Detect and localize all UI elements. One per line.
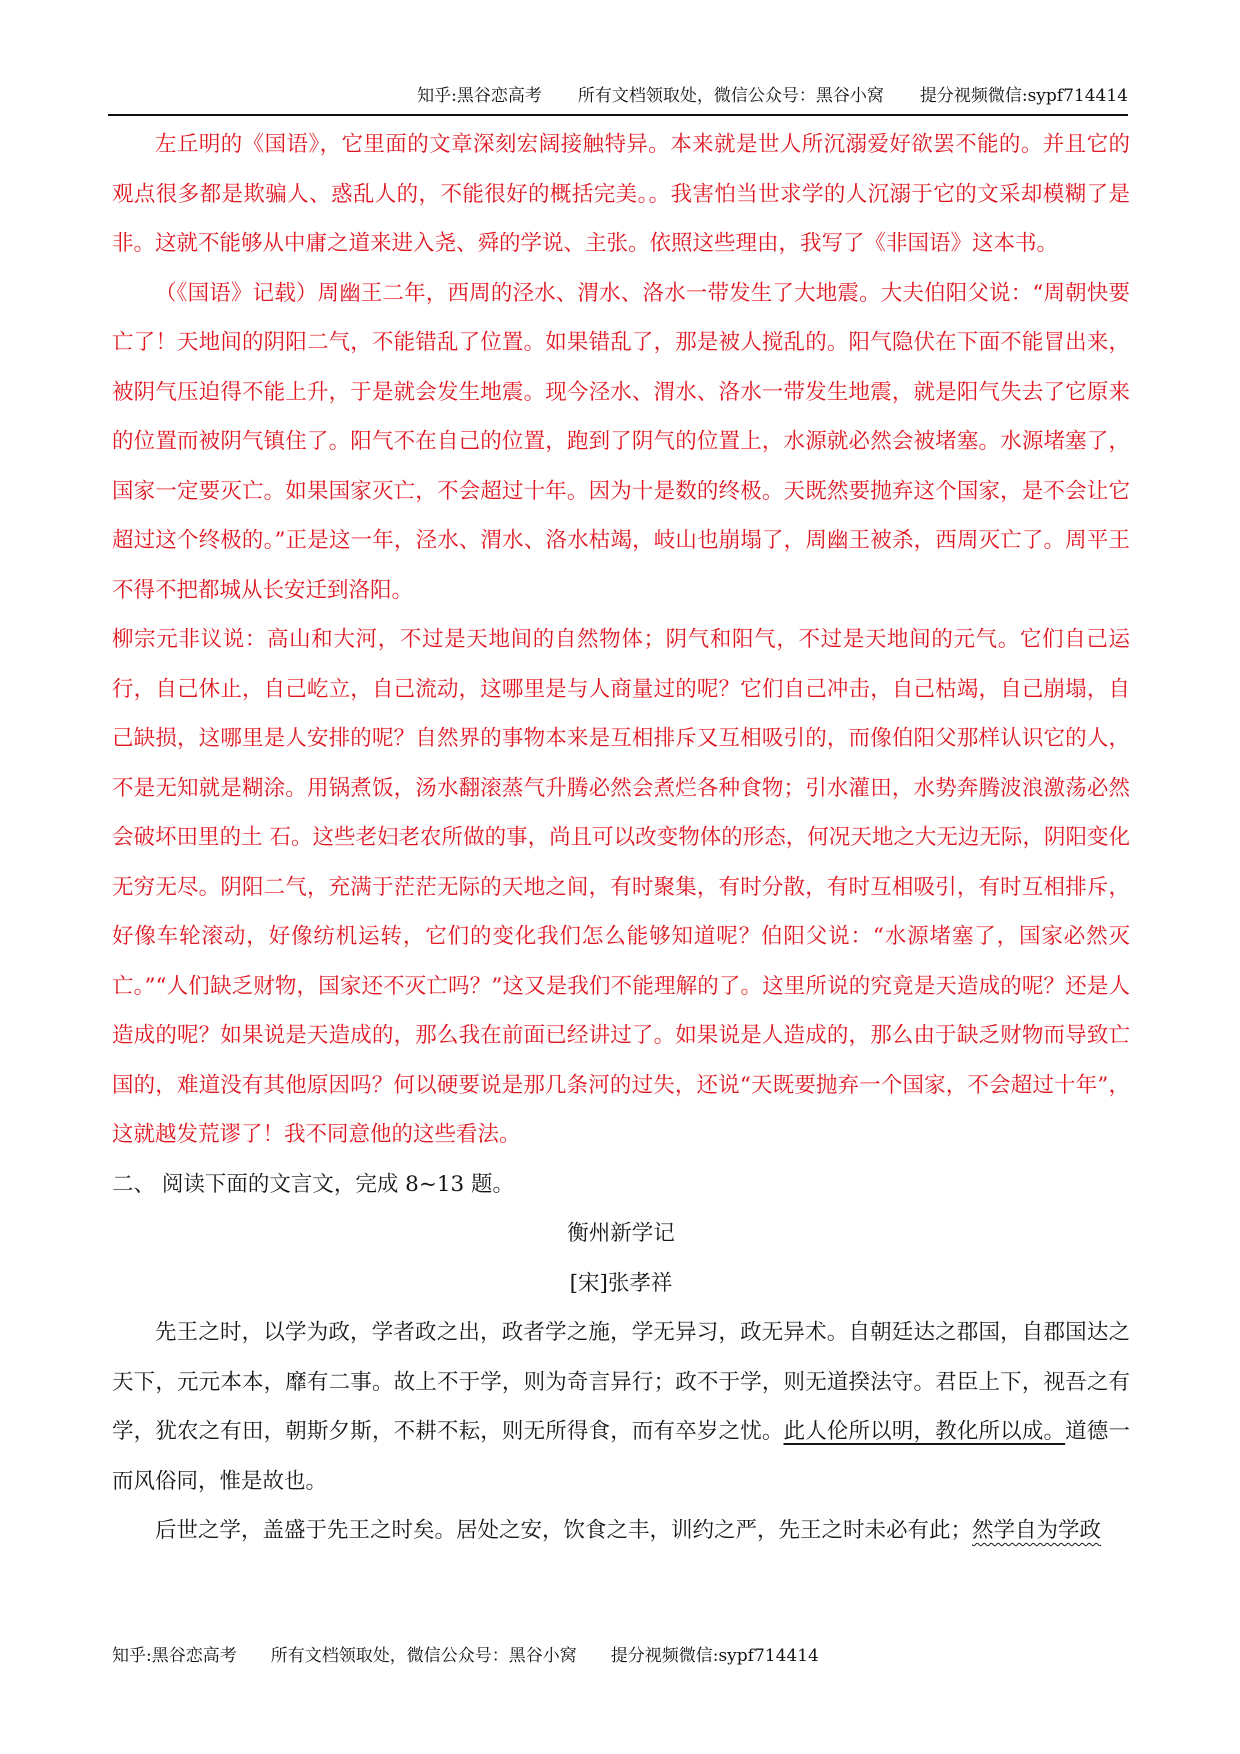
- page-footer: [112, 1644, 853, 1668]
- footer-wechat-public: 所有文档领取处，微信公众号：黑谷小窝: [270, 1646, 577, 1666]
- passage-p1-text: 先王之时，以学为政，学者政之出，政者学之施，学无异习，政无异术。自朝廷达之郡国，自郡国达之天下，元元本本，靡有二事。故上不于学，则为奇言异行；政不于学，则无道揆法守。君臣上下，视吾之有学，犹农之有田，朝斯夕斯，不耕不耘，则无所得食，而有卒岁之忧。: [112, 1320, 1130, 1444]
- passage-p2-text: 后世之学，盖盛于先王之时矣。居处之安，饮食之丰，训约之严，先王之时未必有此；: [155, 1518, 973, 1543]
- passage-title: 衡州新学记: [567, 1221, 675, 1246]
- page-header: [108, 84, 1128, 108]
- underlined-sentence: 此人伦所以明，教化所以成。: [783, 1419, 1066, 1444]
- header-zhihu: 知乎:黑谷恋高考: [417, 86, 542, 106]
- passage-author: [宋]张孝祥: [569, 1270, 673, 1296]
- passage-paragraph-1: [112, 1308, 1130, 1506]
- footer-zhihu: 知乎:黑谷恋高考: [112, 1646, 237, 1666]
- translation-paragraph-1: 左丘明的《国语》，它里面的文章深刻宏阔接触特异。本来就是世人所沉溺爱好欲罢不能的。并且它的观点很多都是欺骗人、惑乱人的，不能很好的概括完美。。我害怕当世求学的人沉溺于它的文采却模糊了是非。这就不能够从中庸之道来进入尧、舜的学说、主张。依照这些理由，我写了《非国语》这本书。: [112, 132, 1130, 256]
- footer-video-wechat: 提分视频微信:sypf714414: [610, 1646, 819, 1666]
- passage-p1-tail: 道德一而风俗同，惟是故也。: [112, 1419, 1130, 1494]
- document-body: [112, 120, 1130, 1556]
- header-wechat-public: 所有文档领取处，微信公众号：黑谷小窝: [577, 86, 884, 106]
- section-two-instruction: 二、 阅读下面的文言文，完成 8~13 题。: [112, 1171, 515, 1197]
- translation-paragraph-3: 柳宗元非议说：高山和大河，不过是天地间的自然物体；阴气和阳气，不过是天地间的元气。它们自己运行，自己休止，自己屹立，自己流动，这哪里是与人商量过的呢？它们自己冲击，自己枯竭，自己崩塌，自己缺损，这哪里是人安排的呢？自然界的事物本来是互相排斥又互相吸引的，而像伯阳父那样认识它的人，不是无知就是糊涂。用锅煮饭，汤水翻滚蒸气升腾必然会煮烂各种食物；引水灌田，水势奔腾波浪激荡必然会破坏田里的土 石。这些老妇老农所做的事，尚且可以改变物体的形态，何况天地之大无边无际，阴阳变化无穷无尽。阴阳二气，充满于茫茫无际的天地之间，有时聚集，有时分散，有时互相吸引，有时互相排斥，好像车轮滚动，好像纺机运转，它们的变化我们怎么能够知道呢？伯阳父说：“水源堵塞了，国家必然灭亡。”“人们缺乏财物，国家还不灭亡吗？”这又是我们不能理解的了。这里所说的究竟是天造成的呢？还是人造成的呢？如果说是天造成的，那么我在前面已经讲过了。如果说是人造成的，那么由于缺乏财物而导致亡国的，难道没有其他原因吗？何以硬要说是那几条河的过失，还说“天既要抛弃一个国家，不会超过十年”，这就越发荒谬了！我不同意他的这些看法。: [112, 627, 1130, 1147]
- header-video-wechat: 提分视频微信:sypf714414: [919, 86, 1128, 106]
- translation-paragraph-2: （《国语》记载）周幽王二年，西周的泾水、渭水、洛水一带发生了大地震。大夫伯阳父说：“周朝快要亡了！天地间的阴阳二气，不能错乱了位置。如果错乱了，那是被人搅乱的。阳气隐伏在下面不能冒出来，被阴气压迫得不能上升，于是就会发生地震。现今泾水、渭水、洛水一带发生地震，就是阳气失去了它原来的位置而被阴气镇住了。阳气不在自己的位置，跑到了阴气的位置上，水源就必然会被堵塞。水源堵塞了，国家一定要灭亡。如果国家灭亡，不会超过十年。因为十是数的终极。天既然要抛弃这个国家，是不会让它超过这个终极的。”正是这一年，泾水、渭水、洛水枯竭，岐山也崩塌了，周幽王被杀，西周灭亡了。周平王不得不把都城从长安迁到洛阳。: [112, 280, 1130, 603]
- wavy-underlined-phrase: 然学自为学政: [972, 1518, 1102, 1543]
- passage-paragraph-2: [112, 1506, 1130, 1556]
- header-rule: [108, 114, 1128, 116]
